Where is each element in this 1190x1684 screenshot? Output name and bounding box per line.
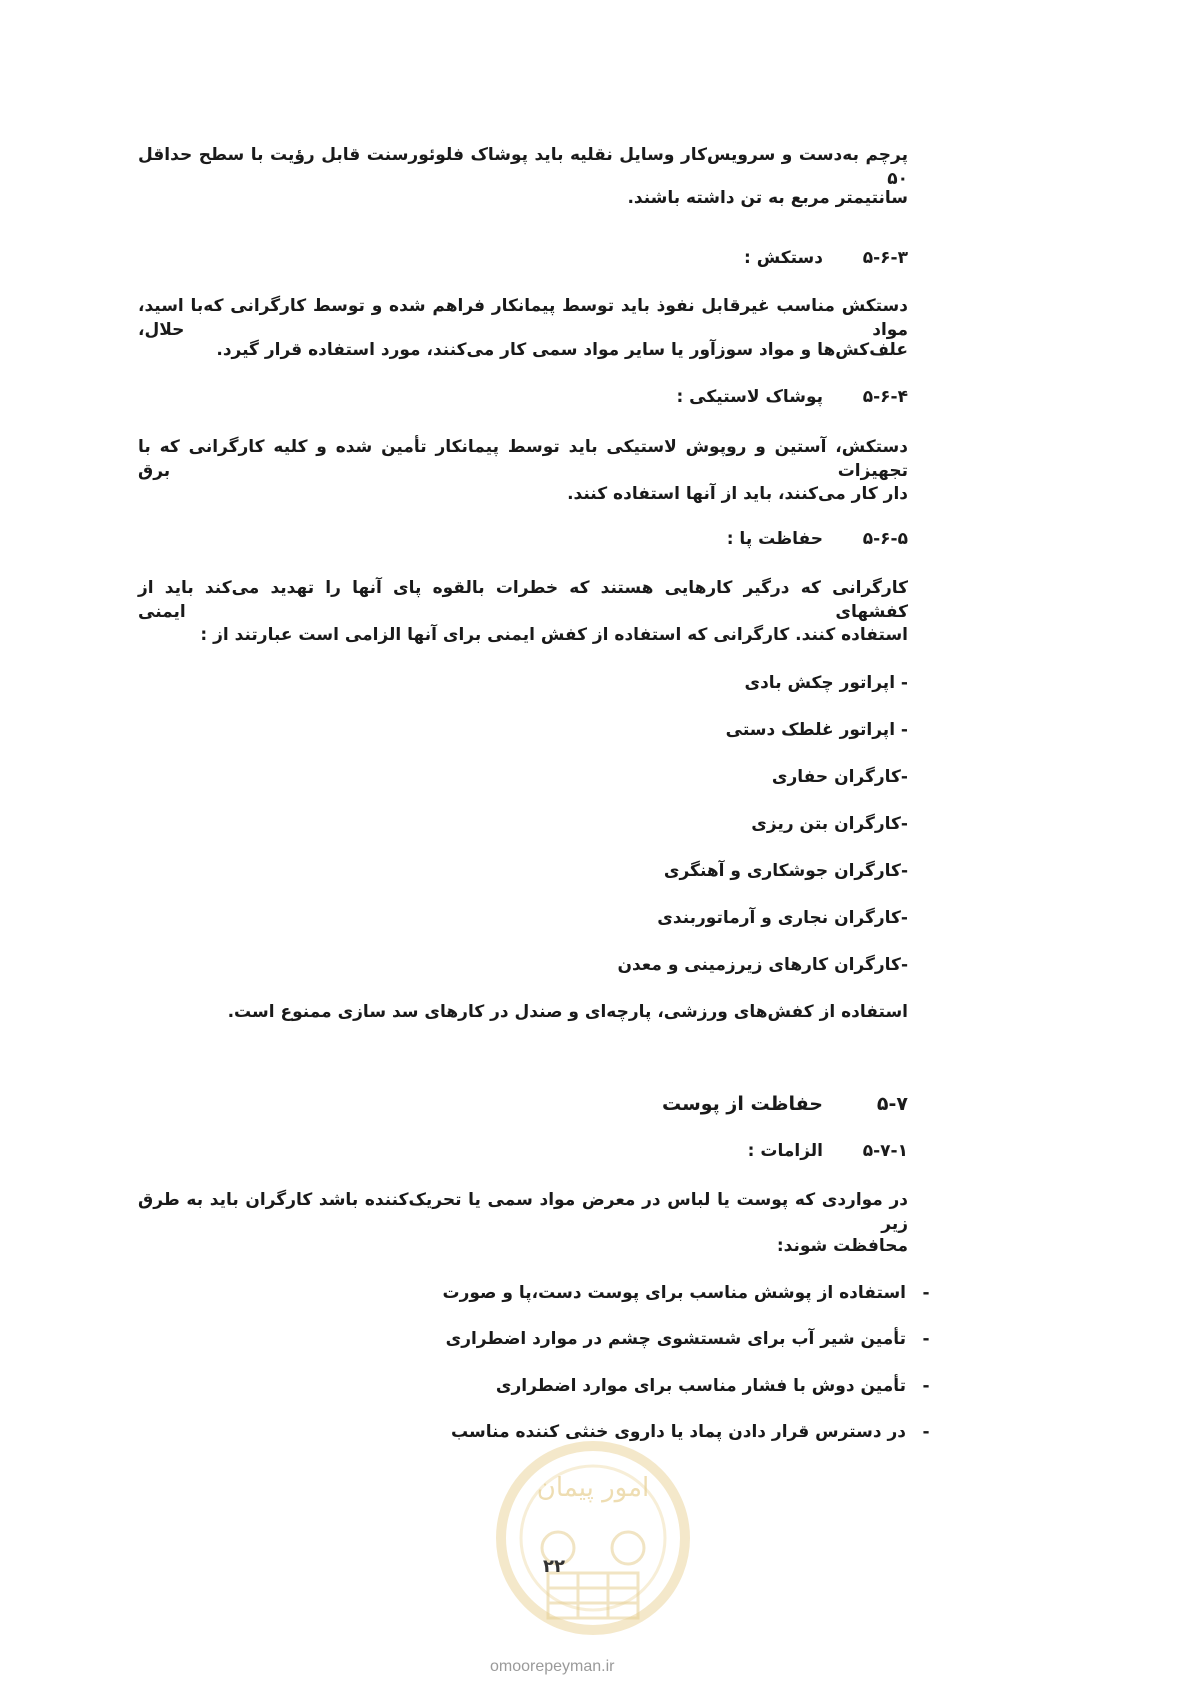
section-number: ۵-۶-۳ xyxy=(862,248,908,268)
list-item: - اپراتور غلطک دستی xyxy=(725,720,908,740)
section-heading xyxy=(727,527,908,551)
section-heading xyxy=(744,246,908,270)
section-heading xyxy=(748,1139,908,1163)
intro-line-2: سانتیمتر مربع به تن داشته باشند. xyxy=(627,188,908,208)
section-title: پوشاک لاستیکی : xyxy=(676,387,823,407)
page-number: ۲۲ xyxy=(543,1556,565,1577)
section-number: ۵-۷ xyxy=(876,1093,908,1115)
paragraph-line: کارگرانی که درگیر کارهایی هستند که خطرات بالقوه پای آنها را تهدید می‌کند باید از کفشهای ایمنی xyxy=(138,578,908,622)
bullet-text: استفاده از پوشش مناسب برای پوست دست،پا و صورت xyxy=(442,1283,906,1303)
list-item: -کارگران کارهای زیرزمینی و معدن xyxy=(617,955,908,975)
watermark-text: امور پیمان xyxy=(536,1473,650,1503)
paragraph-line: علف‌کش‌ها و مواد سوزآور یا سایر مواد سمی کار می‌کنند، مورد استفاده قرار گیرد. xyxy=(216,340,908,360)
section-heading xyxy=(662,1092,908,1116)
section-title: دستکش : xyxy=(743,248,823,268)
bullet-item xyxy=(443,1281,946,1305)
section-number: ۵-۶-۵ xyxy=(862,529,908,549)
section-title: حفاظت از پوست xyxy=(661,1093,823,1115)
bullet-text: تأمین شیر آب برای شستشوی چشم در موارد اضطراری xyxy=(445,1329,906,1349)
paragraph-line: در مواردی که پوست یا لباس در معرض مواد سمی یا تحریک‌کننده باشد کارگران باید به طرق زیر xyxy=(138,1190,908,1234)
bullet-dash: - xyxy=(922,1376,930,1396)
section-heading xyxy=(676,385,908,409)
list-item: -کارگران بتن ریزی xyxy=(751,814,908,834)
section-title: حفاظت پا : xyxy=(726,529,823,549)
bullet-text: تأمین دوش با فشار مناسب برای موارد اضطراری xyxy=(495,1376,906,1396)
bullet-text: در دسترس قرار دادن پماد یا داروی خنثی کننده مناسب xyxy=(451,1422,906,1442)
paragraph-line: دستکش مناسب غیرقابل نفوذ باید توسط پیمانکار فراهم شده و توسط کارگرانی که‌با اسید، مواد حلال، xyxy=(138,296,908,340)
bullet-dash: - xyxy=(922,1329,930,1349)
bullet-item xyxy=(496,1374,946,1398)
bullet-dash: - xyxy=(922,1283,930,1303)
list-item: -کارگران نجاری و آرماتوربندی xyxy=(657,908,908,928)
section-number: ۵-۷-۱ xyxy=(862,1141,908,1161)
list-item: - اپراتور چکش بادی xyxy=(744,673,908,693)
paragraph-line: دار کار می‌کنند، باید از آنها استفاده کنند. xyxy=(567,484,908,504)
paragraph-line: استفاده از کفش‌های ورزشی، پارچه‌ای و صندل در کارهای سد سازی ممنوع است. xyxy=(227,1002,908,1022)
bullet-item xyxy=(446,1327,946,1351)
paragraph-line: محافظت شوند: xyxy=(776,1236,908,1256)
paragraph-line: استفاده کنند. کارگرانی که استفاده از کفش ایمنی برای آنها الزامی است عبارتند از : xyxy=(200,625,908,645)
watermark-logo xyxy=(478,1438,708,1638)
site-watermark: omoorepeyman.ir xyxy=(490,1658,615,1675)
list-item: -کارگران حفاری xyxy=(771,767,908,787)
list-item: -کارگران جوشکاری و آهنگری xyxy=(663,861,908,881)
section-title: الزامات : xyxy=(747,1141,823,1161)
paragraph-line: دستکش، آستین و روپوش لاستیکی باید توسط پیمانکار تأمین شده و کلیه کارگرانی که با تجهیزات برق xyxy=(138,437,908,481)
bullet-dash: - xyxy=(922,1422,930,1442)
section-number: ۵-۶-۴ xyxy=(862,387,908,407)
intro-line-1: پرچم به‌دست و سرویس‌کار وسایل نقلیه باید پوشاک فلوئورسنت قابل رؤیت با سطح حداقل ۵۰ xyxy=(138,145,908,189)
